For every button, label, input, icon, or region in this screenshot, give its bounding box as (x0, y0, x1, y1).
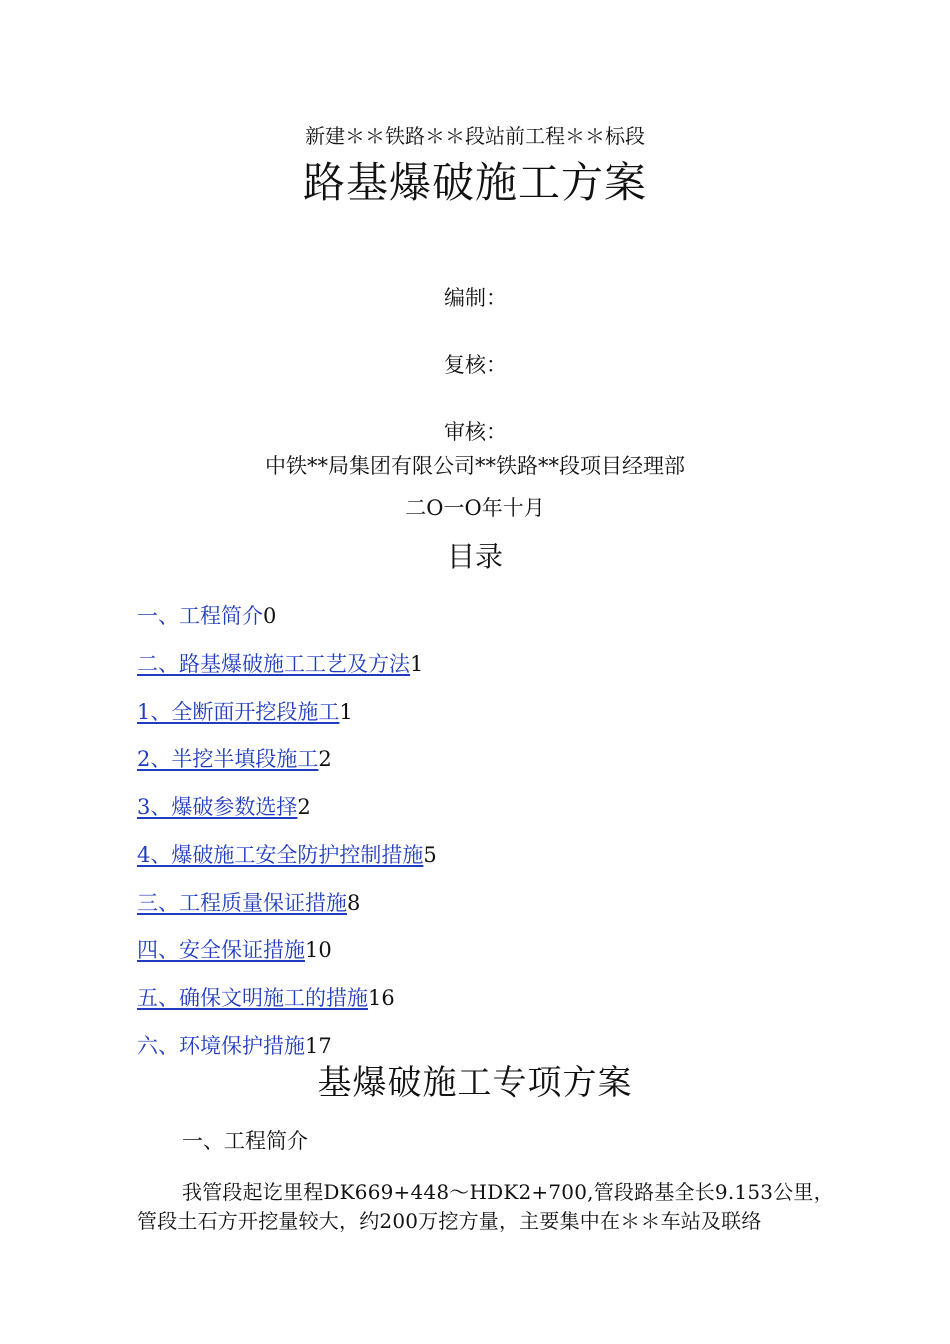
toc-item-label: 六、环境保护措施 (137, 1034, 305, 1058)
toc-item-2[interactable] (137, 648, 423, 678)
toc-link[interactable]: 四、安全保证措施 (137, 938, 305, 962)
toc-item-4[interactable] (137, 743, 332, 773)
toc-link[interactable]: 4、爆破施工安全防护控制措施 (137, 843, 424, 867)
toc-item-page: 17 (305, 1034, 332, 1058)
paragraph-line: 我管段起讫里程DK669+448～HDK2+700,管段路基全长9.153公里， (182, 1180, 834, 1204)
toc-link[interactable]: 1、全断面开挖段施工 (137, 700, 340, 724)
section-title: 基爆破施工专项方案 (317, 1063, 633, 1103)
document-title: 路基爆破施工方案 (302, 158, 647, 207)
project-subtitle: 新建＊＊铁路＊＊段站前工程＊＊标段 (305, 124, 645, 148)
toc-item-page: 1 (339, 700, 353, 724)
toc-item-page: 5 (423, 843, 437, 867)
toc-item-page: 2 (318, 747, 332, 771)
toc-item-7[interactable] (137, 887, 360, 917)
toc-link[interactable]: 五、确保文明施工的措施 (137, 986, 368, 1010)
sign-review-label: 复核： (444, 353, 507, 377)
toc-item-9[interactable] (137, 982, 395, 1012)
toc-item-8[interactable] (137, 934, 332, 964)
toc-item-page: 10 (305, 938, 332, 962)
toc-item-page: 8 (347, 891, 361, 915)
toc-link[interactable]: 2、半挖半填段施工 (137, 747, 319, 771)
toc-item-6[interactable] (137, 839, 437, 869)
toc-item-page: 0 (263, 604, 277, 628)
toc-item-page: 2 (297, 795, 311, 819)
toc-item-1[interactable] (137, 600, 276, 630)
toc-item-3[interactable] (137, 696, 353, 726)
toc-title: 目录 (446, 540, 503, 573)
sign-approve-label: 审核： (444, 420, 507, 444)
toc-item-5[interactable] (137, 791, 311, 821)
document-date: 二O一O年十月 (405, 496, 545, 520)
sign-edit-label: 编制： (444, 286, 507, 310)
toc-item-page: 16 (368, 986, 395, 1010)
paragraph-line: 管段土石方开挖量较大，约200万挖方量，主要集中在＊＊车站及联络 (137, 1209, 762, 1233)
toc-link[interactable]: 3、爆破参数选择 (137, 795, 298, 819)
section-heading: 一、工程简介 (182, 1129, 308, 1153)
toc-item-page: 1 (410, 652, 424, 676)
organization-name: 中铁**局集团有限公司**铁路**段项目经理部 (265, 454, 685, 478)
toc-link[interactable]: 二、路基爆破施工工艺及方法 (137, 652, 410, 676)
toc-link[interactable]: 三、工程质量保证措施 (137, 891, 347, 915)
toc-item-label: 一、工程简介 (137, 604, 263, 628)
